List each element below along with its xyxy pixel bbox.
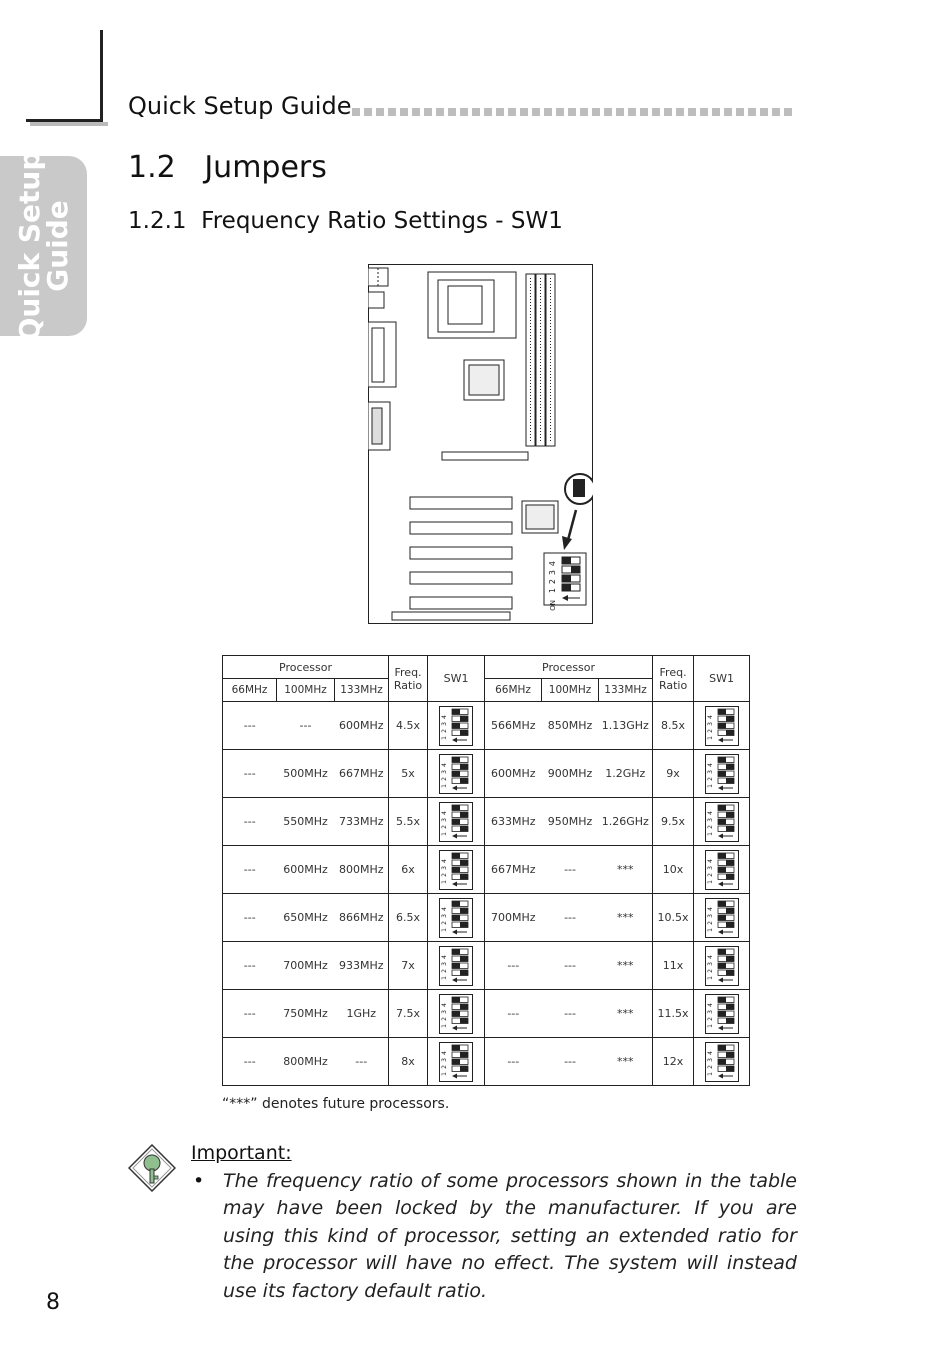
cell-sw1-right [694, 750, 750, 798]
svg-text:4: 4 [441, 714, 449, 719]
svg-text:1: 1 [706, 1023, 714, 1028]
table-row [223, 702, 750, 750]
col-133mhz-left: 133MHz [335, 679, 389, 702]
svg-text:4: 4 [548, 561, 557, 567]
cell-100mhz-left: 700MHz [277, 942, 335, 990]
cell-100mhz-left: 600MHz [277, 846, 335, 894]
table-row [223, 894, 750, 942]
cell-133mhz-right: *** [599, 846, 653, 894]
cell-ratio-right: 10x [653, 846, 694, 894]
footnote: “***” denotes future processors. [222, 1096, 450, 1112]
corner-mark-vertical [100, 30, 103, 120]
table-row [223, 1038, 750, 1086]
cell-133mhz-right: 1.2GHz [599, 750, 653, 798]
svg-text:3: 3 [548, 570, 557, 576]
cell-ratio-left: 6x [389, 846, 428, 894]
svg-text:4: 4 [706, 954, 714, 959]
svg-text:3: 3 [441, 817, 449, 822]
svg-text:3: 3 [706, 817, 714, 822]
cell-100mhz-right: --- [542, 990, 599, 1038]
cell-sw1-right [694, 1038, 750, 1086]
sw1-switch-icon [705, 802, 739, 842]
cell-ratio-left: 5.5x [389, 798, 428, 846]
svg-text:2: 2 [706, 968, 714, 973]
svg-text:ON: ON [549, 600, 557, 611]
sw1-switch-icon [439, 754, 473, 794]
cell-66mhz-right: 600MHz [485, 750, 542, 798]
svg-text:3: 3 [441, 721, 449, 726]
cell-66mhz-right: --- [485, 1038, 542, 1086]
svg-text:2: 2 [706, 776, 714, 781]
cell-100mhz-left: 500MHz [277, 750, 335, 798]
svg-text:2: 2 [441, 728, 449, 733]
svg-text:1: 1 [706, 735, 714, 740]
cell-100mhz-right: 950MHz [542, 798, 599, 846]
sw1-switch-icon [705, 898, 739, 938]
cell-ratio-left: 7.5x [389, 990, 428, 1038]
svg-text:3: 3 [441, 1057, 449, 1062]
page-subtitle [128, 208, 563, 234]
side-tab-line2: Guide [41, 200, 74, 292]
svg-text:1: 1 [441, 783, 449, 788]
cell-133mhz-left: 866MHz [335, 894, 389, 942]
svg-text:3: 3 [706, 865, 714, 870]
cell-ratio-left: 6.5x [389, 894, 428, 942]
cell-100mhz-left: 550MHz [277, 798, 335, 846]
important-title: Important: [191, 1142, 292, 1164]
side-tab-line1: Quick Setup [13, 150, 46, 342]
cell-sw1-right [694, 798, 750, 846]
svg-text:2: 2 [441, 776, 449, 781]
important-text: The frequency ratio of some processors shown in the table may have been locked by the manufacturer. If you are using this kind of processor, setting an extended ratio for the processor will have no effect. The system will instead use its factory default ratio. [223, 1170, 797, 1302]
freq-header-left: Freq. Ratio [389, 656, 428, 702]
svg-text:1: 1 [441, 927, 449, 932]
svg-text:3: 3 [441, 1009, 449, 1014]
svg-text:2: 2 [706, 1016, 714, 1021]
cell-100mhz-right: --- [542, 846, 599, 894]
svg-text:4: 4 [441, 906, 449, 911]
cell-66mhz-right: 566MHz [485, 702, 542, 750]
svg-text:2: 2 [441, 1016, 449, 1021]
cell-100mhz-left: --- [277, 702, 335, 750]
motherboard-diagram [368, 264, 593, 624]
svg-text:4: 4 [706, 714, 714, 719]
cell-66mhz-right: --- [485, 942, 542, 990]
subtitle-number: 1.2.1 [128, 208, 187, 234]
svg-text:1: 1 [548, 588, 557, 594]
header-dotted-rule [352, 108, 796, 116]
cell-sw1-left [428, 702, 485, 750]
svg-text:2: 2 [706, 1064, 714, 1069]
important-bullet: • [193, 1170, 205, 1192]
cell-sw1-right [694, 990, 750, 1038]
svg-text:3: 3 [706, 1009, 714, 1014]
svg-text:3: 3 [441, 865, 449, 870]
svg-text:2: 2 [441, 920, 449, 925]
cell-100mhz-right: --- [542, 942, 599, 990]
cell-sw1-left [428, 750, 485, 798]
svg-text:3: 3 [441, 769, 449, 774]
cell-sw1-left [428, 798, 485, 846]
cell-ratio-left: 8x [389, 1038, 428, 1086]
svg-text:4: 4 [706, 810, 714, 815]
cell-ratio-right: 9.5x [653, 798, 694, 846]
freq-header-right: Freq. Ratio [653, 656, 694, 702]
svg-text:3: 3 [706, 913, 714, 918]
svg-text:1: 1 [706, 783, 714, 788]
sw1-header-right: SW1 [694, 656, 750, 702]
cell-sw1-right [694, 702, 750, 750]
page-title [128, 150, 327, 185]
table-row [223, 942, 750, 990]
svg-text:2: 2 [441, 872, 449, 877]
cell-sw1-left [428, 894, 485, 942]
svg-text:3: 3 [706, 769, 714, 774]
cell-100mhz-left: 800MHz [277, 1038, 335, 1086]
sw1-switch-icon [439, 946, 473, 986]
sw1-switch-icon [705, 754, 739, 794]
cell-133mhz-left: 800MHz [335, 846, 389, 894]
col-66mhz-left: 66MHz [223, 679, 277, 702]
title-text: Jumpers [204, 150, 327, 185]
cell-100mhz-right: 900MHz [542, 750, 599, 798]
table-row [223, 750, 750, 798]
svg-text:2: 2 [706, 824, 714, 829]
sw1-switch-icon [705, 946, 739, 986]
cell-66mhz-left: --- [223, 750, 277, 798]
svg-text:4: 4 [441, 810, 449, 815]
col-66mhz-right: 66MHz [485, 679, 542, 702]
title-number: 1.2 [128, 150, 176, 185]
svg-text:4: 4 [441, 1050, 449, 1055]
svg-text:2: 2 [441, 1064, 449, 1069]
svg-text:4: 4 [706, 1002, 714, 1007]
svg-text:1: 1 [706, 831, 714, 836]
sw1-switch-icon [439, 802, 473, 842]
cell-133mhz-right: *** [599, 942, 653, 990]
cell-133mhz-right: 1.26GHz [599, 798, 653, 846]
table-row [223, 846, 750, 894]
svg-text:2: 2 [706, 920, 714, 925]
cell-ratio-left: 4.5x [389, 702, 428, 750]
svg-text:3: 3 [706, 1057, 714, 1062]
cell-66mhz-left: --- [223, 942, 277, 990]
sw1-switch-icon [705, 994, 739, 1034]
svg-text:1: 1 [441, 879, 449, 884]
cell-66mhz-right: 633MHz [485, 798, 542, 846]
svg-text:1: 1 [706, 927, 714, 932]
cell-100mhz-right: --- [542, 1038, 599, 1086]
svg-text:3: 3 [706, 961, 714, 966]
svg-text:3: 3 [706, 721, 714, 726]
cell-66mhz-left: --- [223, 894, 277, 942]
cell-133mhz-left: 600MHz [335, 702, 389, 750]
svg-text:4: 4 [441, 858, 449, 863]
cell-133mhz-right: *** [599, 894, 653, 942]
svg-text:3: 3 [441, 913, 449, 918]
sw1-switch-icon [439, 706, 473, 746]
cell-66mhz-left: --- [223, 702, 277, 750]
svg-text:4: 4 [441, 954, 449, 959]
sw1-switch-icon [705, 850, 739, 890]
processor-header-left: Processor [223, 656, 389, 679]
table-row [223, 798, 750, 846]
corner-mark-shadow [30, 122, 108, 126]
svg-text:4: 4 [706, 1050, 714, 1055]
svg-text:4: 4 [706, 762, 714, 767]
cell-100mhz-right: 850MHz [542, 702, 599, 750]
svg-text:1: 1 [441, 831, 449, 836]
svg-text:1: 1 [441, 975, 449, 980]
cell-133mhz-left: 933MHz [335, 942, 389, 990]
svg-text:1: 1 [706, 879, 714, 884]
cell-100mhz-left: 750MHz [277, 990, 335, 1038]
cell-ratio-right: 11x [653, 942, 694, 990]
cell-66mhz-left: --- [223, 846, 277, 894]
cell-133mhz-right: 1.13GHz [599, 702, 653, 750]
cell-sw1-left [428, 1038, 485, 1086]
section-header: Quick Setup Guide [128, 92, 352, 120]
processor-header-right: Processor [485, 656, 653, 679]
svg-text:4: 4 [706, 858, 714, 863]
col-133mhz-right: 133MHz [599, 679, 653, 702]
key-icon [128, 1144, 176, 1192]
cell-sw1-left [428, 846, 485, 894]
sw1-switch-icon [439, 994, 473, 1034]
cell-66mhz-left: --- [223, 1038, 277, 1086]
subtitle-text: Frequency Ratio Settings - SW1 [201, 208, 563, 234]
cell-sw1-right [694, 894, 750, 942]
svg-text:1: 1 [441, 1071, 449, 1076]
sw1-switch-icon [439, 898, 473, 938]
svg-text:4: 4 [441, 762, 449, 767]
svg-text:2: 2 [706, 728, 714, 733]
cell-133mhz-left: 733MHz [335, 798, 389, 846]
svg-text:2: 2 [548, 579, 557, 585]
cell-sw1-left [428, 990, 485, 1038]
col-100mhz-right: 100MHz [542, 679, 599, 702]
svg-text:2: 2 [441, 824, 449, 829]
cell-ratio-right: 12x [653, 1038, 694, 1086]
cell-100mhz-right: --- [542, 894, 599, 942]
corner-mark-horizontal [26, 119, 103, 122]
svg-text:2: 2 [706, 872, 714, 877]
svg-text:1: 1 [441, 735, 449, 740]
cell-ratio-left: 7x [389, 942, 428, 990]
sw1-switch-icon [705, 706, 739, 746]
cell-ratio-left: 5x [389, 750, 428, 798]
sw1-switch-icon [439, 1042, 473, 1082]
sw1-header-left: SW1 [428, 656, 485, 702]
dimm-slots [526, 274, 555, 446]
cell-100mhz-left: 650MHz [277, 894, 335, 942]
cell-133mhz-left: 667MHz [335, 750, 389, 798]
cell-sw1-right [694, 942, 750, 990]
cell-133mhz-right: *** [599, 990, 653, 1038]
cell-sw1-left [428, 942, 485, 990]
svg-text:1: 1 [441, 1023, 449, 1028]
sw1-switch-icon [439, 850, 473, 890]
svg-text:1: 1 [706, 975, 714, 980]
cell-66mhz-right: 667MHz [485, 846, 542, 894]
cell-133mhz-left: --- [335, 1038, 389, 1086]
cell-ratio-right: 9x [653, 750, 694, 798]
sw1-switch-icon [705, 1042, 739, 1082]
cell-ratio-right: 8.5x [653, 702, 694, 750]
table-row [223, 990, 750, 1038]
cell-66mhz-right: --- [485, 990, 542, 1038]
side-tab-label [13, 150, 74, 342]
svg-text:3: 3 [441, 961, 449, 966]
cell-ratio-right: 10.5x [653, 894, 694, 942]
svg-text:4: 4 [706, 906, 714, 911]
cell-66mhz-right: 700MHz [485, 894, 542, 942]
col-100mhz-left: 100MHz [277, 679, 335, 702]
cell-66mhz-left: --- [223, 990, 277, 1038]
cell-133mhz-right: *** [599, 1038, 653, 1086]
cell-ratio-right: 11.5x [653, 990, 694, 1038]
svg-text:4: 4 [441, 1002, 449, 1007]
cell-66mhz-left: --- [223, 798, 277, 846]
svg-text:1: 1 [706, 1071, 714, 1076]
cell-133mhz-left: 1GHz [335, 990, 389, 1038]
cell-sw1-right [694, 846, 750, 894]
svg-text:2: 2 [441, 968, 449, 973]
page-number: 8 [46, 1290, 60, 1315]
frequency-ratio-table [222, 655, 750, 1086]
